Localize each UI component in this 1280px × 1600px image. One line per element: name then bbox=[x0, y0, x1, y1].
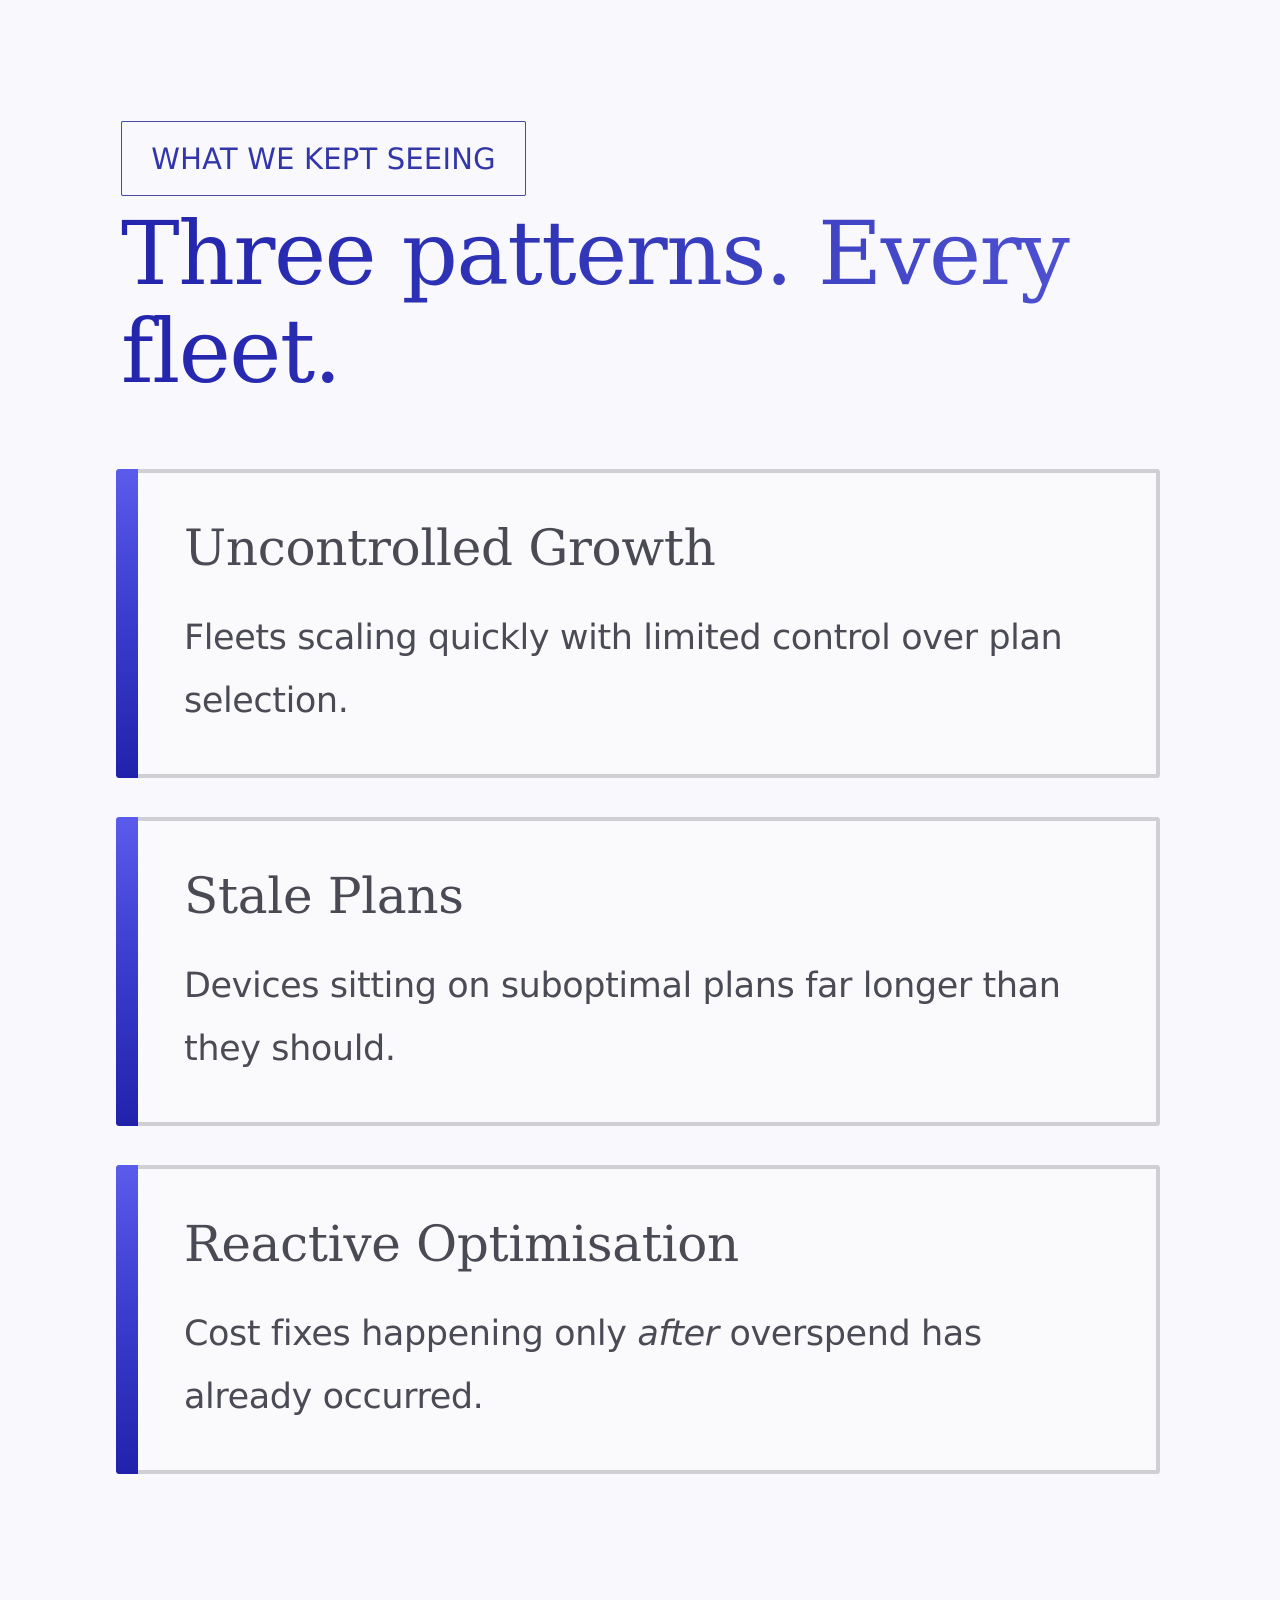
card-accent-bar bbox=[116, 817, 138, 1126]
card-accent-bar bbox=[116, 1165, 138, 1474]
card-description-emphasis: after bbox=[637, 1314, 719, 1354]
card-title: Uncontrolled Growth bbox=[184, 519, 716, 577]
card-title: Stale Plans bbox=[184, 867, 464, 925]
card-description bbox=[184, 1303, 1084, 1429]
pattern-card-reactive-optimisation bbox=[116, 1165, 1160, 1474]
card-description-end: overspend has already occurred. bbox=[184, 1314, 982, 1417]
pattern-card-stale-plans bbox=[116, 817, 1160, 1126]
card-description: Devices sitting on suboptimal plans far longer than they should. bbox=[184, 966, 1061, 1069]
card-accent-bar bbox=[116, 469, 138, 778]
section-eyebrow-label: WHAT WE KEPT SEEING bbox=[121, 121, 526, 196]
pattern-card-uncontrolled-growth bbox=[116, 469, 1160, 778]
card-description: Fleets scaling quickly with limited control over plan selection. bbox=[184, 618, 1063, 721]
card-description-start: Cost fixes happening only bbox=[184, 1314, 638, 1354]
card-title: Reactive Optimisation bbox=[184, 1215, 739, 1273]
page-title: Three patterns. Every fleet. bbox=[121, 205, 1161, 401]
